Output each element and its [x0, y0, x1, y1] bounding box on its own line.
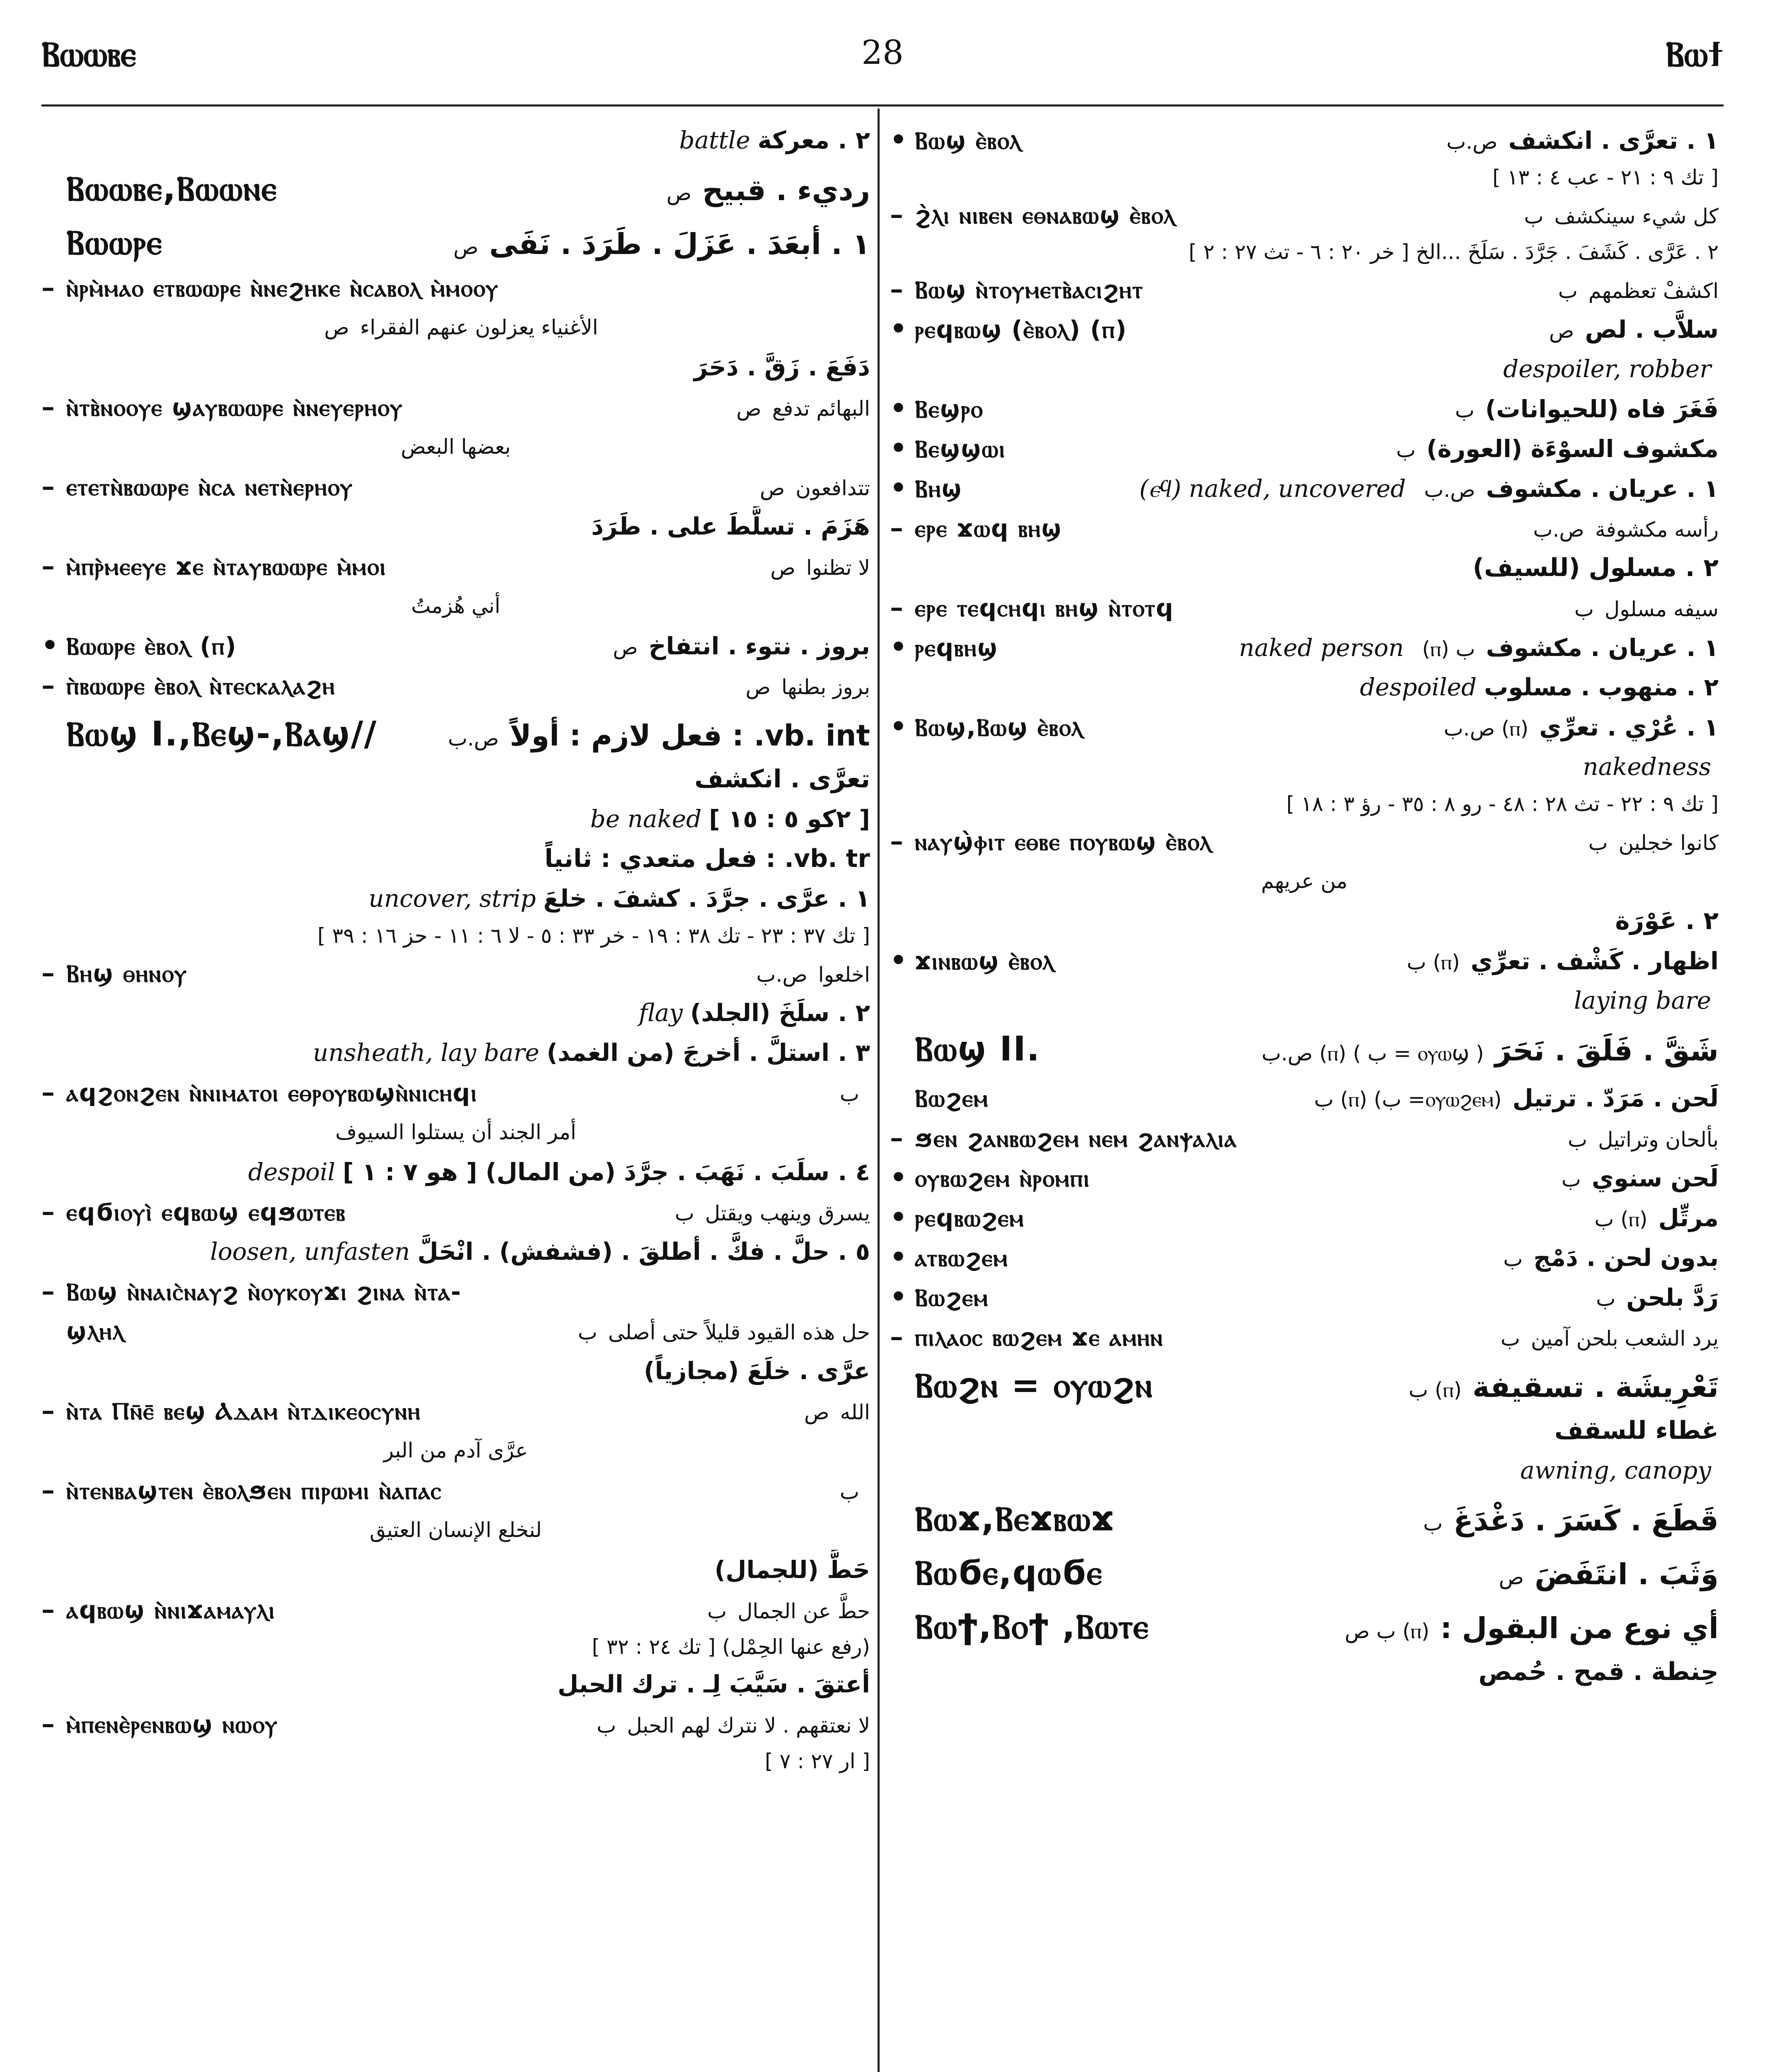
- coptic-headword: Ⲃⲱϩⲉⲙ: [915, 1283, 989, 1312]
- entry-line: [41, 120, 870, 160]
- arabic-sense: ٣ . استلَّ . أخرجَ (من الغمد): [546, 1038, 870, 1067]
- dialect-tag: ب: [1396, 438, 1416, 462]
- entry-line: [41, 1192, 870, 1232]
- arabic-gloss: ١ . تعرَّى . انكشف: [1508, 126, 1719, 155]
- arabic-gloss: ١ . أبعَدَ . عَزَلَ . طَرَدَ . نَفَى: [489, 227, 870, 261]
- dialect-tag: ب: [1500, 1326, 1520, 1351]
- arabic-sense: ٢ . مسلول (للسيف): [1472, 553, 1719, 582]
- entry-line: [41, 666, 870, 705]
- entry-line: [41, 626, 870, 666]
- arabic-gloss: بألحان وتراتيل: [1598, 1128, 1719, 1152]
- english-gloss: despoiled: [1360, 673, 1477, 701]
- entry-line: [41, 1431, 870, 1470]
- coptic-headword: ⲛ̀ⲧⲁ Ⲡⲛ̄ⲉ̄ ⲃⲉϣ Ⲁⲇⲁⲙ ⲛ̀ⲧⲇⲓⲕⲉⲟⲥⲩⲛⲏ: [66, 1397, 421, 1425]
- arabic-gloss: وَثَبَ . انتَفَضَ: [1535, 1557, 1719, 1591]
- coptic-headword: Ⲃⲱϫ,Ⲃⲉϫⲃⲱϫ: [915, 1499, 1115, 1539]
- entry-line: [41, 839, 870, 879]
- entry-marker: –: [41, 1594, 55, 1625]
- entry-marker: •: [890, 433, 907, 464]
- arabic-sense: ١ . عرَّى . جرَّدَ . كشفَ . خلعَ: [543, 884, 870, 913]
- entry-line: [890, 309, 1719, 349]
- arabic-gloss: ١ . عريان . مكشوف: [1486, 474, 1719, 503]
- entry-line: [41, 953, 870, 993]
- coptic-headword: Ⲃⲱϩⲉⲙ: [915, 1084, 989, 1112]
- arabic-sense: ٢ . سلَخَ (الجلد): [690, 999, 870, 1027]
- coptic-headword: Ⲃⲏϣ: [915, 474, 962, 503]
- entry-line: [41, 427, 870, 467]
- coptic-headword: ⲙ̀ⲡⲉⲛⲉ̀ⲣⲉⲛⲃⲱϣ ⲛⲱⲟⲩ: [66, 1710, 278, 1738]
- entry-line: [890, 1602, 1719, 1652]
- dialect-tag: ص: [759, 476, 785, 500]
- coptic-headword: ⲟⲩⲃⲱϩⲉⲙ ⲛ̀ⲣⲟⲙⲡⲓ: [915, 1164, 1090, 1192]
- entry-line: [41, 307, 870, 347]
- coptic-headword: Ⲃⲱϩⲛ = ⲟⲩⲱϩⲛ: [915, 1366, 1153, 1405]
- entry-line: [890, 1237, 1719, 1277]
- arabic-gloss: بروز بطنها: [781, 675, 870, 699]
- entry-marker: •: [890, 1281, 907, 1312]
- coptic-headword: ϧⲉⲛ ϩⲁⲛⲃⲱϩⲉⲙ ⲛⲉⲙ ϩⲁⲛⲯⲁⲗⲓⲁ: [915, 1124, 1238, 1152]
- coptic-headword: ϩ̀ⲗⲓ ⲛⲓⲃⲉⲛ ⲉⲑⲛⲁⲃⲱϣ ⲉ̀ⲃⲟⲗ: [915, 201, 1176, 229]
- entry-marker: •: [890, 393, 907, 424]
- entry-marker: –: [890, 274, 903, 305]
- dialect-tag: ب: [1574, 597, 1594, 621]
- arabic-gloss: vb. int. : فعل لازم : أولاً: [510, 719, 870, 753]
- dialect-tag: ب: [1561, 1167, 1581, 1191]
- arabic-sense: حَطَّ (للجمال): [714, 1556, 870, 1584]
- arabic-sense: دَفَعَ . زَقَّ . دَحَرَ: [694, 353, 870, 381]
- arabic-gloss: حل هذه القيود قليلاً حتى أصلى: [608, 1320, 870, 1344]
- dialect-tag: ص: [770, 556, 795, 580]
- entry-line: [890, 1548, 1719, 1598]
- arabic-gloss: مكشوف السوْءَة (العورة): [1426, 435, 1719, 463]
- coptic-headword: Ⲃⲱϭⲉ,ϥⲱϭⲉ: [915, 1553, 1103, 1593]
- entry-line: [890, 1277, 1719, 1317]
- entry-line: [890, 901, 1719, 941]
- entry-line: [41, 1351, 870, 1391]
- entry-marker: –: [890, 1321, 903, 1352]
- scripture-reference: [ تك ٩ : ٢١ - عب ٤ : ١٣ ]: [1492, 165, 1719, 189]
- entry-marker: •: [890, 1202, 907, 1233]
- coptic-headword: Ⲃⲉϣϣⲱⲓ: [915, 435, 1006, 463]
- entry-marker: •: [890, 1242, 907, 1273]
- coptic-headword: ⲛ̀ⲧⲉⲛⲃⲁϣⲧⲉⲛ ⲉ̀ⲃⲟⲗϧⲉⲛ ⲡⲓⲣⲱⲙⲓ ⲛ̀ⲁⲡⲁⲥ: [66, 1477, 442, 1505]
- dialect-tag: ب: [1423, 1511, 1443, 1535]
- coptic-headword: Ⲃⲱⲱⲣⲉ ⲉ̀ⲃⲟⲗ (ⲡ): [66, 632, 237, 660]
- coptic-headword: ⲛ̀ⲣⲙ̀ⲙⲁⲟ ⲉⲧⲃⲱⲱⲣⲉ ⲛ̀ⲛⲉϩⲏⲕⲉ ⲛ̀ⲥⲁⲃⲟⲗ ⲙ̀ⲙⲟⲟⲩ: [66, 274, 499, 302]
- dialect-tag: ب: [597, 1714, 617, 1738]
- entry-line: [890, 1158, 1719, 1198]
- entry-line: [890, 787, 1719, 821]
- entry-marker: •: [890, 945, 907, 976]
- arabic-gloss: من عريهم: [1261, 869, 1348, 893]
- english-gloss: unsheath, lay bare: [313, 1038, 539, 1067]
- entry-marker: –: [41, 1276, 55, 1307]
- coptic-headword: ⲡ̀ⲃⲱⲱⲣⲉ ⲉ̀ⲃⲟⲗ ⲛ̀ⲧⲉⲥⲕⲁⲗⲁϩⲏ: [66, 672, 336, 700]
- arabic-sense: أعتقَ . سَيَّبَ لِـ . ترك الحبل: [557, 1670, 870, 1698]
- entry-marker: •: [890, 711, 907, 742]
- entry-line: [41, 467, 870, 506]
- arabic-gloss: لَحن . مَرَدّ . ترتيل: [1512, 1084, 1719, 1112]
- dialect-tag: ص.ب (ⲡ) ( ب = ⲟⲩⲱϣ ): [1261, 1041, 1484, 1065]
- entry-marker: –: [41, 1708, 55, 1739]
- dialect-tag: ب: [839, 1082, 859, 1106]
- entry-line: [41, 1510, 870, 1550]
- scripture-reference: ٢ . عَرَّى . كَشَفَ . جَرَّدَ . سَلَخَ ...الخ [ خر ٢٠ : ٦ - تث ٢٧ : ٢ ]: [1188, 240, 1719, 264]
- arabic-gloss: بعضها البعض: [401, 435, 511, 459]
- entry-line: [41, 1152, 870, 1192]
- arabic-gloss: سيفه مسلول: [1604, 597, 1719, 621]
- english-gloss: awning, canopy: [1520, 1456, 1711, 1484]
- entry-line: [41, 879, 870, 918]
- entry-line: [41, 218, 870, 268]
- arabic-gloss: أي نوع من البقول :: [1440, 1611, 1719, 1645]
- dialect-tag: ص: [453, 235, 479, 259]
- entry-line: [890, 588, 1719, 627]
- dialect-tag: ب: [1455, 398, 1475, 422]
- dialect-tag: ب: [1524, 204, 1544, 228]
- dialect-tag: ب (ⲡ): [1408, 1378, 1462, 1402]
- scripture-reference: [ تك ٣٧ : ٢٣ - تك ٣٨ : ١٩ - خر ٣٣ : ٥ - لا ٦ : ١١ - حز ١٦ : ٣٩ ]: [317, 924, 870, 948]
- coptic-headword: ⲁϥⲃⲱϣ ⲛ̀ⲛⲓϫⲁⲙⲁⲩⲗⲓ: [66, 1596, 276, 1624]
- entry-marker: •: [890, 124, 907, 155]
- entry-line: [890, 747, 1719, 787]
- entry-line: [41, 164, 870, 214]
- entry-marker: –: [41, 1395, 55, 1426]
- coptic-headword: Ⲃⲱϯ,Ⲃⲟϯ ,Ⲃⲱⲧⲉ: [915, 1607, 1149, 1646]
- entry-line: [890, 1198, 1719, 1237]
- coptic-headword: ⲉⲣⲉ ⲧⲉϥⲥⲏϥⲓ ⲃⲏϣ ⲛ̀ⲧⲟⲧϥ: [915, 594, 1174, 622]
- entry-line: [41, 1664, 870, 1704]
- dialect-tag: ص.ب: [447, 726, 499, 750]
- dialect-tag: ب: [675, 1201, 694, 1225]
- arabic-sense: هَزَمَ . تسلَّطَ على . طَرَدَ: [591, 512, 870, 540]
- entry-line: [41, 1391, 870, 1431]
- arabic-gloss: ١ . عُرْي . تعرِّي: [1539, 713, 1719, 741]
- coptic-headword: ⲁϥϩⲟⲛϩⲉⲛ ⲛ̀ⲛⲓⲙⲁⲧⲟⲓ ⲉⲑⲣⲟⲩⲃⲱϣⲛ̀ⲛⲓⲥⲏϥⲓ: [66, 1079, 478, 1107]
- entry-line: [890, 1317, 1719, 1357]
- scripture-reference: [ تك ٩ : ٢٢ - تث ٢٨ : ٤٨ - رو ٨ : ٣٥ - رؤ ٣ : ١٨ ]: [1286, 792, 1719, 816]
- english-gloss: naked person: [1239, 634, 1404, 662]
- dialect-tag: ب: [1588, 831, 1608, 855]
- dialect-tag: ص.ب: [1424, 478, 1475, 502]
- arabic-sense: ٢ . منهوب . مسلوب: [1484, 673, 1719, 701]
- arabic-gloss: فَغَرَ فاه (للحيوانات): [1485, 395, 1719, 423]
- arabic-sense: [ ٢كو ٥ : ١٥ ]: [709, 805, 870, 833]
- dialect-tag: ص: [324, 315, 349, 339]
- coptic-headword: ⲣⲉϥⲃⲱϣ (ⲉ̀ⲃⲟⲗ) (ⲡ): [915, 315, 1127, 344]
- entry-line: [890, 120, 1719, 160]
- english-gloss: despoiler, robber: [1503, 355, 1711, 383]
- entry-line: [890, 861, 1719, 901]
- dialect-tag: ص.ب: [756, 963, 808, 987]
- coptic-headword: Ⲃⲱⲱⲃⲉ,Ⲃⲱⲱⲛⲉ: [66, 169, 278, 208]
- arabic-gloss: الأغنياء يعزلون عنهم الفقراء: [360, 315, 598, 339]
- english-gloss: uncover, strip: [368, 884, 536, 913]
- page-number: 28: [861, 33, 904, 72]
- coptic-headword: Ⲃⲱⲱⲣⲉ: [66, 223, 163, 262]
- column-separator: [878, 109, 880, 2072]
- arabic-gloss: يسرق وينهب ويقتل: [705, 1201, 870, 1225]
- coptic-headword: ⲁⲧⲃⲱϩⲉⲙ: [915, 1244, 1008, 1272]
- entry-marker: –: [890, 1122, 903, 1153]
- arabic-gloss: لَحن سنوي: [1591, 1164, 1719, 1192]
- arabic-sense: عرَّى . خلَعَ (مجازياً): [643, 1357, 870, 1385]
- arabic-gloss: لنخلع الإنسان العتيق: [370, 1518, 542, 1542]
- dialect-tag: ب: [1558, 279, 1578, 303]
- dialect-tag: ب (ⲡ) (ب =ⲟⲩⲱϩⲉⲙ): [1314, 1087, 1502, 1111]
- arabic-gloss: تتدافعون: [795, 476, 870, 500]
- coptic-headword: ⲉⲧⲉⲧⲛ̀ⲃⲱⲱⲣⲉ ⲛ̀ⲥⲁ ⲛⲉⲧⲛ̀ⲉⲣⲏⲟⲩ: [66, 473, 353, 501]
- entry-marker: –: [41, 1196, 55, 1227]
- english-gloss: flay: [638, 999, 683, 1027]
- coptic-headword: ⲉϥϭⲓⲟⲩⲓ̀ ⲉϥⲃⲱϣ ⲉϥϧⲱⲧⲉⲃ: [66, 1198, 346, 1226]
- entry-line: [890, 508, 1719, 548]
- entry-line: [41, 918, 870, 953]
- entry-line: [890, 1118, 1719, 1158]
- entry-marker: –: [41, 1474, 55, 1506]
- entry-line: [890, 235, 1719, 269]
- coptic-headword: Ⲃⲱϣ ⲛ̀ⲧⲟⲩⲙⲉⲧⲃ̀ⲁⲥⲓϩⲏⲧ: [915, 276, 1144, 304]
- entry-line: [890, 941, 1719, 980]
- english-gloss: despoil: [248, 1158, 336, 1186]
- dialect-tag: ب: [1568, 1128, 1588, 1152]
- coptic-headword: Ⲃⲱϣ,Ⲃⲱϣ ⲉ̀ⲃⲟⲗ: [915, 713, 1083, 741]
- english-gloss: be naked: [590, 805, 702, 833]
- english-gloss: battle: [679, 126, 750, 154]
- coptic-headword: ⲛⲁⲩϣ̀ⲫⲓⲧ ⲉⲑⲃⲉ ⲡⲟⲩⲃⲱϣ ⲉ̀ⲃⲟⲗ: [915, 828, 1212, 856]
- arabic-gloss: قَطَعَ . كَسَرَ . دَغْدَغَ: [1453, 1503, 1719, 1537]
- arabic-gloss: كل شيء سينكشف: [1554, 204, 1719, 228]
- dialect-tag: ص.ب: [1533, 518, 1584, 542]
- entry-line: [890, 821, 1719, 861]
- entry-marker: –: [890, 825, 903, 857]
- entry-line: [41, 506, 870, 546]
- english-gloss: laying bare: [1574, 986, 1711, 1014]
- dialect-tag: ص.ب (ⲡ): [1443, 716, 1529, 741]
- scripture-reference: [ ار ٢٧ : ٧ ]: [765, 1749, 870, 1773]
- arabic-gloss: البهائم تدفع: [772, 397, 870, 421]
- arabic-gloss: ١ . عريان . مكشوف: [1486, 634, 1719, 662]
- arabic-sense: غطاء للسقف: [1554, 1416, 1719, 1445]
- entry-line: [41, 1590, 870, 1629]
- arabic-sense: ٤ . سلَبَ . نَهَبَ . جرَّدَ (من المال) [ هو ٧ : ١ ]: [343, 1158, 870, 1186]
- entry-line: [890, 627, 1719, 667]
- entry-line: [41, 347, 870, 387]
- dialect-tag: ص: [1499, 1565, 1524, 1589]
- entry-line: [41, 546, 870, 586]
- entry-line: [890, 389, 1719, 428]
- entry-marker: –: [41, 471, 55, 502]
- coptic-headword: Ⲃⲱϣ ⲉ̀ⲃⲟⲗ: [915, 126, 1022, 155]
- entry-line: [890, 1494, 1719, 1544]
- arabic-gloss: كانوا خجلين: [1618, 831, 1719, 855]
- entry-line: [890, 1361, 1719, 1411]
- coptic-headword: Ⲃⲱϣ II.: [915, 1029, 1040, 1069]
- dialect-tag: ب: [578, 1320, 597, 1344]
- coptic-headword: Ⲃⲏϣ ⲑⲏⲛⲟⲩ: [66, 959, 188, 988]
- arabic-gloss: لا تظنوا: [806, 556, 870, 580]
- arabic-sense: ٢ . عَوْرَة: [1615, 906, 1719, 935]
- entry-line: [890, 1024, 1719, 1074]
- entry-line: [41, 759, 870, 799]
- arabic-gloss: اخلعوا: [818, 963, 870, 987]
- entry-line: [41, 387, 870, 427]
- coptic-headword: Ⲃⲱϣ I.,Ⲃⲉϣ-,Ⲃⲁϣ//: [66, 714, 377, 754]
- coptic-headword: ⲣⲉϥⲃⲏϣ: [915, 634, 999, 662]
- arabic-gloss: مرتِّل: [1658, 1204, 1719, 1232]
- entry-marker: –: [41, 1077, 55, 1108]
- entry-line: [41, 1744, 870, 1779]
- arabic-sense: حِنطة . قمح . حُمص: [1478, 1657, 1719, 1686]
- coptic-headword: ϫⲓⲛⲃⲱϣ ⲉ̀ⲃⲟⲗ: [915, 947, 1055, 975]
- arabic-gloss: بروز . نتوء . انتفاخ: [648, 632, 870, 660]
- entry-marker: –: [890, 592, 903, 623]
- coptic-headword: ⲛ̀ⲧⲃ̀ⲛⲟⲟⲩⲉ ϣⲁⲩⲃⲱⲱⲣⲉ ⲛ̀ⲛⲉⲩⲉⲣⲏⲟⲩ: [66, 393, 403, 421]
- dialect-tag: ب ص (ⲡ): [1344, 1619, 1430, 1643]
- entry-line: [41, 993, 870, 1033]
- entry-line: [41, 1629, 870, 1664]
- dialect-tag: ب: [1596, 1287, 1616, 1311]
- entry-marker: –: [41, 670, 55, 701]
- entry-line: [890, 980, 1719, 1020]
- entry-marker: •: [41, 630, 58, 661]
- entry-line: [41, 799, 870, 839]
- header-right-word: Ⲃⲱϯ: [1666, 33, 1724, 74]
- dialect-tag: ص: [736, 397, 762, 421]
- entry-line: [41, 1112, 870, 1152]
- arabic-gloss: سلاَّب . لص: [1585, 315, 1719, 344]
- dialect-tag: ب (ⲡ): [1594, 1207, 1648, 1231]
- entry-marker: –: [41, 272, 55, 303]
- arabic-gloss: بدون لحن . دَمْج: [1533, 1244, 1719, 1272]
- entry-marker: –: [41, 957, 55, 988]
- entry-line: [41, 1704, 870, 1744]
- dialect-tag: ص.ب: [1446, 130, 1498, 154]
- dialect-tag: ص: [745, 675, 771, 699]
- entry-line: [890, 1652, 1719, 1692]
- coptic-headword: Ⲃⲱϣ ⲛ̀ⲛⲁⲓⲥ̀ⲛⲁⲩϩ ⲛ̀ⲟⲩⲕⲟⲩϫⲓ ϩⲓⲛⲁ ⲛ̀ⲧⲁ-: [66, 1278, 462, 1306]
- dialect-tag: ص: [804, 1400, 829, 1424]
- dialect-tag: ب: [839, 1480, 859, 1504]
- arabic-gloss: رديء . قبيح: [702, 173, 870, 207]
- entry-marker: •: [890, 472, 907, 503]
- arabic-gloss: يرد الشعب بلحن آمين: [1530, 1326, 1719, 1351]
- entry-line: [41, 1072, 870, 1112]
- arabic-gloss: تَعْرِيشَة . تسقيفة: [1472, 1370, 1719, 1404]
- arabic-gloss: الله: [840, 1400, 870, 1424]
- entry-line: [890, 1450, 1719, 1490]
- arabic-gloss: رأسه مكشوفة: [1595, 518, 1719, 542]
- entry-line: [41, 1232, 870, 1271]
- coptic-headword: ϣⲗⲏⲗ: [66, 1317, 125, 1345]
- left-column: [41, 120, 870, 1779]
- english-gloss: nakedness: [1583, 753, 1711, 781]
- right-column: [890, 120, 1719, 1692]
- arabic-gloss: حطَّ عن الجمال: [737, 1599, 870, 1623]
- dialect-tag: ب (ⲡ): [1407, 950, 1460, 974]
- arabic-gloss: شَقَّ . فَلَقَ . نَحَرَ: [1494, 1034, 1719, 1067]
- arabic-gloss: لا نعتقهم . لا نترك لهم الحبل: [627, 1714, 870, 1738]
- arabic-sense: vb. tr. : فعل متعدي : ثانياً: [544, 844, 870, 873]
- coptic-headword: ⲣⲉϥⲃⲱϩⲉⲙ: [915, 1204, 1025, 1232]
- page-header: [41, 33, 1724, 91]
- entry-line: [890, 707, 1719, 747]
- entry-line: [890, 269, 1719, 309]
- entry-line: [890, 1411, 1719, 1450]
- dialect-tag: ب: [1503, 1247, 1523, 1271]
- entry-line: [41, 1311, 870, 1351]
- entry-line: [41, 1033, 870, 1072]
- entry-line: [890, 468, 1719, 508]
- arabic-gloss: اظهار . كَشْف . تعرِّي: [1470, 947, 1719, 975]
- english-gloss: loosen, unfasten: [210, 1237, 410, 1266]
- arabic-gloss: رَدَّ بلحن: [1626, 1283, 1719, 1312]
- entry-line: [890, 195, 1719, 235]
- arabic-gloss: أني هُزمتُ: [411, 594, 500, 618]
- entry-marker: •: [890, 632, 907, 663]
- entry-line: [890, 349, 1719, 389]
- entry-line: [890, 160, 1719, 195]
- entry-line: [890, 667, 1719, 707]
- entry-line: [41, 1470, 870, 1510]
- coptic-headword: ⲉⲣⲉ ϫⲱϥ ⲃⲏϣ: [915, 514, 1062, 542]
- dialect-tag: ص: [666, 181, 692, 205]
- arabic-gloss: أمر الجند أن يستلوا السيوف: [335, 1120, 576, 1144]
- entry-line: [41, 268, 870, 307]
- header-rule: [41, 104, 1724, 107]
- entry-line: [41, 586, 870, 626]
- coptic-headword: ⲙ̀ⲡⲣ̀ⲙⲉⲉⲩⲉ ϫⲉ ⲛ̀ⲧⲁⲩⲃⲱⲱⲣⲉ ⲙ̀ⲙⲟⲓ: [66, 552, 387, 581]
- dialect-tag: ص: [613, 635, 638, 659]
- arabic-sense: ٢ . معركة: [757, 126, 870, 154]
- scripture-reference: (رفع عنها الحِمْل) [ تك ٢٤ : ٣٢ ]: [592, 1635, 870, 1659]
- english-gloss: (ⲉϥ) naked, uncovered: [1139, 474, 1406, 503]
- entry-line: [890, 428, 1719, 468]
- arabic-sense: ٥ . حلَّ . فكَّ . أطلقَ . (فشفش) . انْحَلَّ: [417, 1237, 870, 1266]
- dialect-tag: (ⲡ) ب: [1422, 637, 1475, 661]
- entry-line: [41, 1271, 870, 1311]
- entry-marker: –: [890, 512, 903, 543]
- header-left-word: Ⲃⲱⲱⲃⲉ: [41, 33, 136, 74]
- entry-marker: •: [890, 313, 907, 344]
- dialect-tag: ص: [1549, 319, 1574, 343]
- coptic-headword: Ⲃⲉϣⲣⲟ: [915, 395, 984, 423]
- entry-line: [41, 709, 870, 759]
- entry-line: [890, 1078, 1719, 1118]
- arabic-gloss: اكشفْ تعظمهم: [1588, 279, 1719, 303]
- entry-line: [890, 548, 1719, 588]
- arabic-gloss: عرَّى آدم من البر: [384, 1438, 528, 1462]
- entry-marker: –: [890, 199, 903, 230]
- entry-marker: •: [890, 1162, 907, 1193]
- entry-marker: –: [41, 550, 55, 581]
- arabic-sense: تعرَّى . انكشف: [694, 765, 870, 794]
- entry-marker: –: [41, 391, 55, 422]
- coptic-headword: ⲡⲓⲗⲁⲟⲥ ⲃⲱϩⲉⲙ ϫⲉ ⲁⲙⲏⲛ: [915, 1323, 1163, 1351]
- dialect-tag: ب: [707, 1599, 727, 1623]
- entry-line: [41, 1550, 870, 1590]
